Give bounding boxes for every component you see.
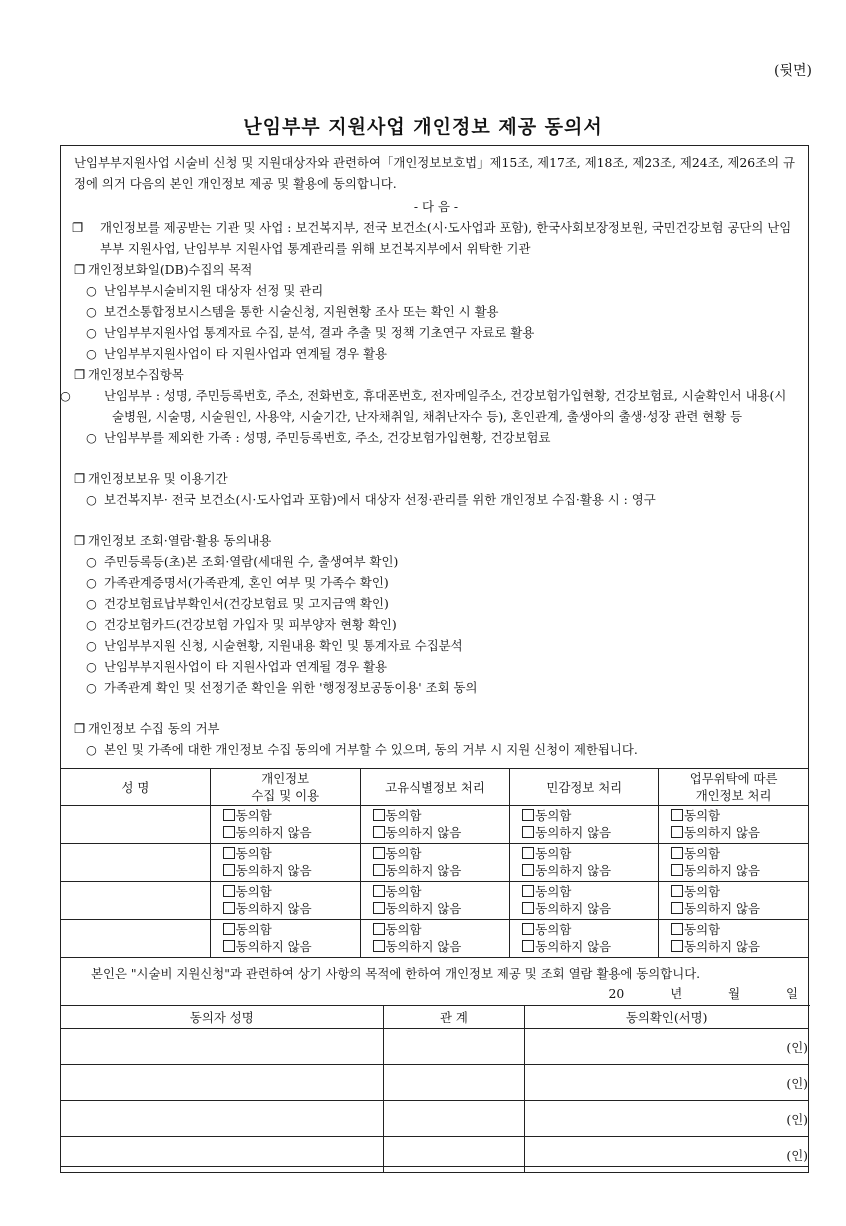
item-text: 난임부부지원사업 통계자료 수집, 분석, 결과 추출 및 정책 기초연구 자료로 활용	[104, 325, 535, 340]
signer-name-cell[interactable]	[61, 1137, 384, 1173]
header-outsourcing	[659, 769, 809, 806]
item-text: 가족관계증명서(가족관계, 혼인 여부 및 가족수 확인)	[104, 575, 389, 590]
disagree-option[interactable]	[373, 938, 510, 955]
circle-bullet-icon: ○	[86, 430, 97, 445]
agree-option[interactable]	[522, 807, 658, 824]
consent-option-cell	[659, 920, 809, 958]
list-item	[74, 677, 798, 698]
circle-bullet-icon: ○	[86, 346, 97, 361]
da-eum-heading: - 다 음 -	[413, 199, 459, 214]
checkbox-icon[interactable]	[671, 940, 683, 952]
checkbox-icon[interactable]	[223, 923, 235, 935]
checkbox-icon[interactable]	[223, 885, 235, 897]
option-label: 동의하지 않음	[684, 939, 760, 954]
list-item	[74, 593, 798, 614]
checkbox-icon[interactable]	[373, 864, 385, 876]
disagree-option[interactable]	[522, 938, 658, 955]
square-bullet-icon: ❐	[74, 262, 86, 277]
option-label: 동의함	[385, 884, 422, 899]
section-inquiry-consent	[74, 530, 798, 551]
signer-relation-cell[interactable]	[383, 1101, 525, 1137]
consent-name-cell[interactable]	[61, 920, 211, 958]
agree-option[interactable]	[671, 883, 808, 900]
option-label: 동의하지 않음	[235, 901, 312, 916]
circle-bullet-icon: ○	[86, 659, 97, 674]
option-label: 동의함	[684, 808, 721, 823]
option-label: 동의함	[385, 922, 422, 937]
section-text: 개인정보를 제공받는 기관 및 사업 : 보건복지부, 전국 보건소(시·도사업과 포함), 한국사회보장정보원, 국민건강보험 공단의 난임부부 지원사업, 난임부부 지원사업 통계관리를 위해 보건복지부에서 위탁한 기관	[100, 220, 792, 256]
seal-label: (인)	[786, 1111, 808, 1127]
agree-option[interactable]	[671, 845, 808, 862]
section-provider	[74, 217, 798, 259]
option-label: 동의하지 않음	[235, 863, 312, 878]
option-label: 동의하지 않음	[535, 863, 612, 878]
seal-label: (인)	[786, 1147, 808, 1163]
checkbox-icon[interactable]	[671, 885, 683, 897]
consent-option-cell	[210, 806, 360, 844]
option-label: 동의하지 않음	[385, 901, 462, 916]
circle-bullet-icon: ○	[86, 742, 97, 757]
circle-bullet-icon: ○	[86, 680, 97, 695]
signature-cell[interactable]	[525, 1029, 809, 1065]
item-text: 건강보험료납부확인서(건강보험료 및 고지금액 확인)	[104, 596, 389, 611]
agree-option[interactable]	[373, 921, 510, 938]
signature-cell[interactable]	[525, 1137, 809, 1173]
disagree-option[interactable]	[671, 862, 808, 879]
header-text: 업무위탁에 따른 개인정보 처리	[689, 771, 778, 803]
agree-option[interactable]	[223, 807, 360, 824]
date-line	[609, 984, 798, 1002]
checkbox-icon[interactable]	[522, 864, 534, 876]
list-item	[74, 427, 798, 448]
consent-option-cell	[510, 806, 659, 844]
consent-row	[61, 844, 809, 882]
list-item	[74, 572, 798, 593]
square-bullet-icon: ❐	[74, 367, 86, 382]
disagree-option[interactable]	[522, 862, 658, 879]
disagree-option[interactable]	[223, 900, 360, 917]
option-label: 동의함	[235, 846, 272, 861]
item-text: 난임부부지원 신청, 시술현황, 지원내용 확인 및 통계자료 수집분석	[104, 638, 463, 653]
consent-row	[61, 806, 809, 844]
square-bullet-icon: ❐	[74, 533, 86, 548]
checkbox-icon[interactable]	[671, 809, 683, 821]
header-relation: 관 계	[383, 1006, 525, 1029]
header-text: 민감정보 처리	[546, 779, 623, 795]
header-name	[61, 769, 211, 806]
circle-bullet-icon: ○	[86, 575, 97, 590]
agree-option[interactable]	[522, 883, 658, 900]
list-item	[74, 656, 798, 677]
option-label: 동의하지 않음	[385, 825, 462, 840]
checkbox-icon[interactable]	[522, 847, 534, 859]
agree-option[interactable]	[671, 807, 808, 824]
item-text: 난임부부를 제외한 가족 : 성명, 주민등록번호, 주소, 건강보험가입현황, 건강보험료	[104, 430, 551, 445]
checkbox-icon[interactable]	[223, 826, 235, 838]
option-label: 동의하지 않음	[535, 825, 612, 840]
agree-option[interactable]	[223, 845, 360, 862]
list-item	[74, 343, 798, 364]
checkbox-icon[interactable]	[223, 902, 235, 914]
checkbox-icon[interactable]	[671, 826, 683, 838]
list-item	[74, 280, 798, 301]
item-text: 난임부부시술비지원 대상자 선정 및 관리	[104, 283, 324, 298]
consent-option-cell	[510, 920, 659, 958]
disagree-option[interactable]	[373, 900, 510, 917]
option-label: 동의하지 않음	[535, 939, 612, 954]
header-collection	[210, 769, 360, 806]
signer-row	[61, 1137, 809, 1173]
checkbox-icon[interactable]	[373, 923, 385, 935]
agree-option[interactable]	[522, 845, 658, 862]
consent-name-cell[interactable]	[61, 882, 211, 920]
consent-option-cell	[360, 806, 510, 844]
circle-bullet-icon: ○	[60, 388, 71, 403]
document-title: 난임부부 지원사업 개인정보 제공 동의서	[243, 116, 603, 138]
agree-option[interactable]	[223, 883, 360, 900]
option-label: 동의함	[385, 846, 422, 861]
signer-table	[60, 1005, 809, 1173]
circle-bullet-icon: ○	[86, 304, 97, 319]
option-label: 동의하지 않음	[535, 901, 612, 916]
option-label: 동의하지 않음	[235, 825, 312, 840]
item-text: 본인 및 가족에 대한 개인정보 수집 동의에 거부할 수 있으며, 동의 거부 시 지원 신청이 제한됩니다.	[104, 742, 638, 757]
back-side-label: (뒷면)	[774, 63, 812, 79]
section-refusal	[74, 718, 798, 739]
item-text: 주민등록등(초)본 조회·열람(세대원 수, 출생여부 확인)	[104, 554, 399, 569]
option-label: 동의함	[535, 846, 572, 861]
disagree-option[interactable]	[522, 900, 658, 917]
option-label: 동의함	[235, 922, 272, 937]
checkbox-icon[interactable]	[671, 864, 683, 876]
consent-option-cell	[360, 920, 510, 958]
date-month[interactable]: 월	[728, 986, 741, 1001]
disagree-option[interactable]	[671, 938, 808, 955]
option-label: 동의함	[684, 922, 721, 937]
header-text: 성 명	[121, 779, 150, 795]
option-label: 동의함	[535, 808, 572, 823]
header-signer-name: 동의자 성명	[61, 1006, 384, 1029]
header-signature: 동의확인(서명)	[525, 1006, 809, 1029]
seal-label: (인)	[786, 1075, 808, 1091]
signer-row	[61, 1029, 809, 1065]
header-sensitive	[510, 769, 659, 806]
consent-option-cell	[659, 844, 809, 882]
checkbox-icon[interactable]	[373, 809, 385, 821]
checkbox-icon[interactable]	[671, 923, 683, 935]
consent-option-cell	[210, 920, 360, 958]
list-item	[74, 614, 798, 635]
disagree-option[interactable]	[671, 824, 808, 841]
signer-row	[61, 1065, 809, 1101]
consent-name-cell[interactable]	[61, 844, 211, 882]
consent-form-frame	[60, 145, 809, 1167]
checkbox-icon[interactable]	[373, 940, 385, 952]
seal-label: (인)	[786, 1039, 808, 1055]
agree-option[interactable]	[373, 807, 510, 824]
signer-row	[61, 1101, 809, 1137]
circle-bullet-icon: ○	[86, 617, 97, 632]
consent-option-cell	[510, 882, 659, 920]
square-bullet-icon: ❐	[72, 220, 84, 235]
checkbox-icon[interactable]	[671, 847, 683, 859]
checkbox-icon[interactable]	[671, 902, 683, 914]
checkbox-icon[interactable]	[522, 902, 534, 914]
consent-option-cell	[659, 882, 809, 920]
list-item	[74, 551, 798, 572]
agree-option[interactable]	[671, 921, 808, 938]
list-item	[74, 489, 798, 510]
checkbox-icon[interactable]	[373, 847, 385, 859]
consent-option-cell	[510, 844, 659, 882]
section-purpose	[74, 259, 798, 280]
consent-rows	[61, 806, 809, 958]
square-bullet-icon: ❐	[74, 721, 86, 736]
circle-bullet-icon: ○	[86, 492, 97, 507]
date-year[interactable]: 년	[670, 986, 683, 1001]
option-label: 동의하지 않음	[684, 901, 760, 916]
consent-option-cell	[659, 806, 809, 844]
consent-option-cell	[210, 882, 360, 920]
header-text: 개인정보 수집 및 이용	[251, 771, 320, 803]
section-heading: 개인정보수집항목	[88, 367, 184, 382]
option-label: 동의함	[535, 884, 572, 899]
item-text: 보건소통합정보시스템을 통한 시술신청, 지원현황 조사 또는 확인 시 활용	[104, 304, 499, 319]
signer-relation-cell[interactable]	[383, 1029, 525, 1065]
list-item	[60, 385, 798, 427]
consent-option-cell	[360, 844, 510, 882]
checkbox-icon[interactable]	[522, 885, 534, 897]
section-heading: 개인정보 조회·열람·활용 동의내용	[88, 533, 272, 548]
circle-bullet-icon: ○	[86, 283, 97, 298]
consent-row	[61, 920, 809, 958]
signer-relation-cell[interactable]	[383, 1065, 525, 1101]
disagree-option[interactable]	[223, 862, 360, 879]
section-heading: 개인정보화일(DB)수집의 목적	[88, 262, 253, 277]
signer-relation-cell[interactable]	[383, 1137, 525, 1173]
form-body	[60, 152, 798, 760]
option-label: 동의하지 않음	[684, 863, 760, 878]
disagree-option[interactable]	[223, 938, 360, 955]
checkbox-icon[interactable]	[223, 809, 235, 821]
disagree-option[interactable]	[671, 900, 808, 917]
intro-paragraph: 난임부부지원사업 시술비 신청 및 지원대상자와 관련하여「개인정보보호법」제15조, 제17조, 제18조, 제23조, 제24조, 제26조의 규정에 의거 다음의 본인 개인정보 제공 및 활용에 동의합니다.	[74, 155, 796, 191]
signature-cell[interactable]	[525, 1101, 809, 1137]
square-bullet-icon: ❐	[74, 471, 86, 486]
consent-option-cell	[360, 882, 510, 920]
consent-checkbox-table	[60, 768, 809, 958]
item-text: 건강보험카드(건강보험 가입자 및 피부양자 현황 확인)	[104, 617, 397, 632]
option-label: 동의함	[535, 922, 572, 937]
circle-bullet-icon: ○	[86, 638, 97, 653]
list-item	[74, 301, 798, 322]
consent-name-cell[interactable]	[61, 806, 211, 844]
option-label: 동의하지 않음	[235, 939, 312, 954]
option-label: 동의함	[385, 808, 422, 823]
option-label: 동의하지 않음	[684, 825, 760, 840]
consent-table-header	[61, 769, 809, 806]
header-text: 고유식별정보 처리	[385, 779, 485, 795]
header-unique-id	[360, 769, 510, 806]
checkbox-icon[interactable]	[522, 940, 534, 952]
declaration-block	[61, 960, 810, 1006]
signer-name-cell[interactable]	[61, 1065, 384, 1101]
section-collected-items	[74, 364, 798, 385]
disagree-option[interactable]	[373, 862, 510, 879]
item-text: 가족관계 확인 및 선정기준 확인을 위한 '행정정보공동이용' 조회 동의	[104, 680, 478, 695]
circle-bullet-icon: ○	[86, 325, 97, 340]
disagree-option[interactable]	[373, 824, 510, 841]
checkbox-icon[interactable]	[373, 885, 385, 897]
date-century: 20	[608, 986, 625, 1001]
consent-option-cell	[210, 844, 360, 882]
section-heading: 개인정보보유 및 이용기간	[88, 471, 228, 486]
signer-name-cell[interactable]	[61, 1101, 384, 1137]
option-label: 동의함	[684, 884, 721, 899]
checkbox-icon[interactable]	[223, 940, 235, 952]
list-item	[74, 635, 798, 656]
disagree-option[interactable]	[223, 824, 360, 841]
signature-cell[interactable]	[525, 1065, 809, 1101]
circle-bullet-icon: ○	[86, 554, 97, 569]
circle-bullet-icon: ○	[86, 596, 97, 611]
checkbox-icon[interactable]	[522, 923, 534, 935]
disagree-option[interactable]	[522, 824, 658, 841]
checkbox-icon[interactable]	[522, 826, 534, 838]
signer-name-cell[interactable]	[61, 1029, 384, 1065]
item-text: 난임부부 : 성명, 주민등록번호, 주소, 전화번호, 휴대폰번호, 전자메일주소, 건강보험가입현황, 건강보험료, 시술확인서 내용(시술병원, 시술명, 시술원인, 사용약, 시술기간, 난자채취일, 채취난자수 등), 혼인관계, 출생아의 출생·성장 관련 현황 등	[104, 388, 787, 424]
agree-option[interactable]	[373, 845, 510, 862]
option-label: 동의함	[235, 884, 272, 899]
agree-option[interactable]	[522, 921, 658, 938]
checkbox-icon[interactable]	[373, 902, 385, 914]
option-label: 동의함	[235, 808, 272, 823]
option-label: 동의하지 않음	[385, 939, 462, 954]
list-item	[74, 739, 798, 760]
option-label: 동의함	[684, 846, 721, 861]
list-item	[74, 322, 798, 343]
declaration-text: 본인은 "시술비 지원신청"과 관련하여 상기 사항의 목적에 한하여 개인정보 제공 및 조회 열람 활용에 동의합니다.	[91, 966, 701, 981]
agree-option[interactable]	[223, 921, 360, 938]
signer-table-header	[61, 1006, 809, 1029]
consent-row	[61, 882, 809, 920]
option-label: 동의하지 않음	[385, 863, 462, 878]
section-retention	[74, 468, 798, 489]
checkbox-icon[interactable]	[522, 809, 534, 821]
agree-option[interactable]	[373, 883, 510, 900]
item-text: 난임부부지원사업이 타 지원사업과 연계될 경우 활용	[104, 659, 388, 674]
item-text: 보건복지부· 전국 보건소(시·도사업과 포함)에서 대상자 선정·관리를 위한 개인정보 수집·활용 시 : 영구	[104, 492, 656, 507]
item-text: 난임부부지원사업이 타 지원사업과 연계될 경우 활용	[104, 346, 388, 361]
section-heading: 개인정보 수집 동의 거부	[88, 721, 220, 736]
checkbox-icon[interactable]	[373, 826, 385, 838]
checkbox-icon[interactable]	[223, 847, 235, 859]
checkbox-icon[interactable]	[223, 864, 235, 876]
date-day[interactable]: 일	[786, 986, 798, 1001]
